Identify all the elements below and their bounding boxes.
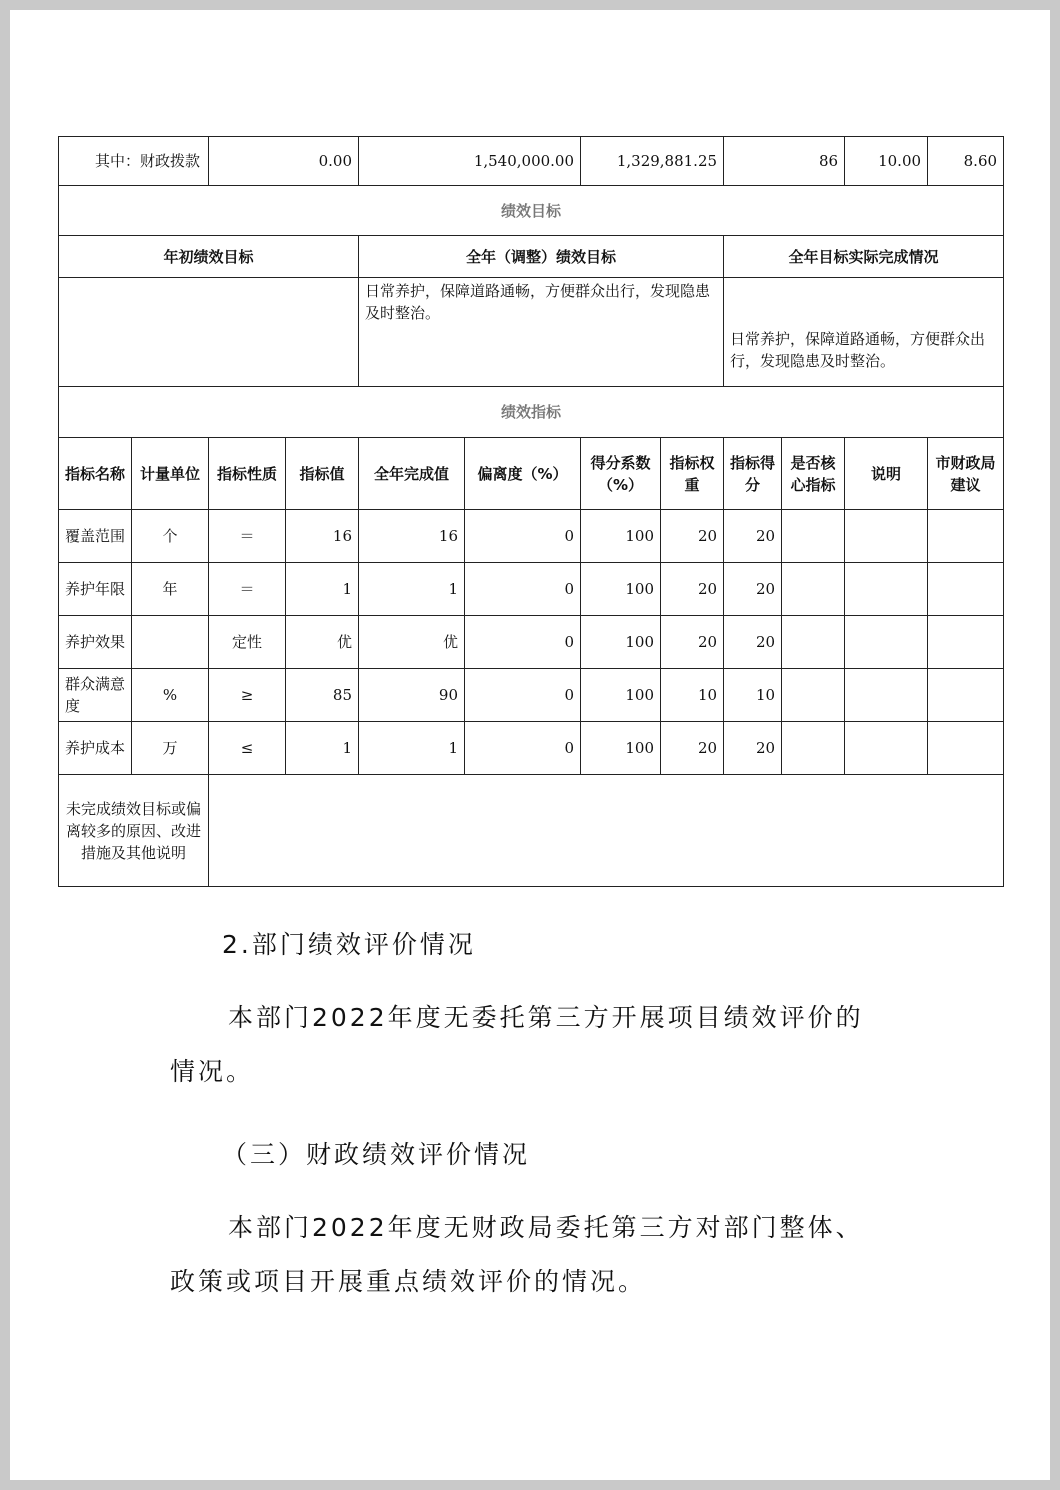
indicator-coef: 100 — [581, 563, 661, 616]
paragraph-2: 本部门2022年度无财政局委托第三方对部门整体、政策或项目开展重点绩效评价的情况。 — [170, 1213, 864, 1296]
indicator-unit: 万 — [132, 722, 209, 775]
indicator-advice — [928, 563, 1004, 616]
indicator-deviation: 0 — [465, 722, 581, 775]
header-coefficient: 得分系数（%） — [581, 438, 661, 510]
indicator-value: 1 — [286, 722, 359, 775]
header-value: 指标值 — [286, 438, 359, 510]
initial-goal-header: 年初绩效目标 — [59, 236, 359, 278]
indicator-deviation: 0 — [465, 616, 581, 669]
indicator-advice — [928, 722, 1004, 775]
header-nature: 指标性质 — [209, 438, 286, 510]
funding-row — [59, 137, 1004, 186]
header-score: 指标得分 — [724, 438, 782, 510]
indicator-core — [782, 510, 845, 563]
indicator-done: 1 — [359, 563, 465, 616]
table-row — [59, 722, 1004, 775]
indicator-unit: % — [132, 669, 209, 722]
indicator-nature: ≤ — [209, 722, 286, 775]
indicator-advice — [928, 616, 1004, 669]
indicator-weight: 20 — [661, 563, 724, 616]
header-weight: 指标权重 — [661, 438, 724, 510]
funding-label: 其中：财政拨款 — [59, 137, 209, 186]
indicator-value: 1 — [286, 563, 359, 616]
actual-goal-header: 全年目标实际完成情况 — [724, 236, 1004, 278]
indicator-value: 85 — [286, 669, 359, 722]
header-core: 是否核心指标 — [782, 438, 845, 510]
indicator-name: 养护年限 — [59, 563, 132, 616]
header-deviation: 偏离度（%） — [465, 438, 581, 510]
indicator-coef: 100 — [581, 669, 661, 722]
indicator-advice — [928, 669, 1004, 722]
indicator-done: 90 — [359, 669, 465, 722]
indicator-score: 10 — [724, 669, 782, 722]
indicator-deviation: 0 — [465, 563, 581, 616]
indicator-weight: 20 — [661, 722, 724, 775]
executed-cell: 1,329,881.25 — [581, 137, 724, 186]
indicator-weight: 10 — [661, 669, 724, 722]
indicator-score: 20 — [724, 616, 782, 669]
adjusted-goal-text: 日常养护，保障道路通畅，方便群众出行，发现隐患及时整治。 — [359, 278, 724, 387]
full-year-budget-cell: 1,540,000.00 — [359, 137, 581, 186]
score-cell: 8.60 — [928, 137, 1004, 186]
indicator-value: 16 — [286, 510, 359, 563]
actual-goal-text: 日常养护，保障道路通畅，方便群众出行，发现隐患及时整治。 — [724, 278, 1004, 387]
performance-table — [58, 136, 1004, 887]
indicator-core — [782, 669, 845, 722]
indicator-weight: 20 — [661, 616, 724, 669]
indicator-score: 20 — [724, 722, 782, 775]
indicator-header-row — [59, 438, 1004, 510]
initial-budget-cell: 0.00 — [209, 137, 359, 186]
indicator-done: 16 — [359, 510, 465, 563]
initial-goal-text — [59, 278, 359, 387]
indicator-nature: ＝ — [209, 510, 286, 563]
document-page — [10, 10, 1050, 1480]
execution-rate-cell: 86 — [724, 137, 845, 186]
indicator-note — [845, 563, 928, 616]
indicator-score: 20 — [724, 563, 782, 616]
header-unit: 计量单位 — [132, 438, 209, 510]
indicator-nature: 定性 — [209, 616, 286, 669]
indicator-note — [845, 510, 928, 563]
header-completion: 全年完成值 — [359, 438, 465, 510]
table-row — [59, 563, 1004, 616]
table-row — [59, 669, 1004, 722]
indicator-score: 20 — [724, 510, 782, 563]
header-indicator-name: 指标名称 — [59, 438, 132, 510]
header-advice: 市财政局建议 — [928, 438, 1004, 510]
indicator-note — [845, 669, 928, 722]
indicator-core — [782, 722, 845, 775]
indicator-name: 养护成本 — [59, 722, 132, 775]
indicator-unit — [132, 616, 209, 669]
indicator-coef: 100 — [581, 616, 661, 669]
indicator-nature: ≥ — [209, 669, 286, 722]
reason-row — [59, 775, 1004, 887]
indicator-weight: 20 — [661, 510, 724, 563]
weight-cell: 10.00 — [845, 137, 928, 186]
table-row — [59, 510, 1004, 563]
reason-text — [209, 775, 1004, 887]
indicator-name: 养护效果 — [59, 616, 132, 669]
indicator-core — [782, 563, 845, 616]
adjusted-goal-header: 全年（调整）绩效目标 — [359, 236, 724, 278]
indicator-note — [845, 722, 928, 775]
goals-section-title: 绩效目标 — [59, 186, 1004, 236]
indicator-note — [845, 616, 928, 669]
indicator-coef: 100 — [581, 510, 661, 563]
header-note: 说明 — [845, 438, 928, 510]
indicator-name: 覆盖范围 — [59, 510, 132, 563]
indicators-section-title: 绩效指标 — [59, 387, 1004, 438]
indicator-name: 群众满意度 — [59, 669, 132, 722]
indicator-coef: 100 — [581, 722, 661, 775]
indicator-core — [782, 616, 845, 669]
indicator-done: 优 — [359, 616, 465, 669]
reason-label: 未完成绩效目标或偏离较多的原因、改进措施及其他说明 — [59, 775, 209, 887]
section-heading-3: （三）财政绩效评价情况 — [222, 1140, 531, 1169]
indicator-value: 优 — [286, 616, 359, 669]
indicator-advice — [928, 510, 1004, 563]
indicator-deviation: 0 — [465, 510, 581, 563]
section-heading-2: 2.部门绩效评价情况 — [222, 930, 476, 959]
indicator-unit: 年 — [132, 563, 209, 616]
indicator-done: 1 — [359, 722, 465, 775]
table-row — [59, 616, 1004, 669]
indicator-deviation: 0 — [465, 669, 581, 722]
indicator-nature: ＝ — [209, 563, 286, 616]
paragraph-1: 本部门2022年度无委托第三方开展项目绩效评价的情况。 — [170, 1003, 864, 1086]
indicator-unit: 个 — [132, 510, 209, 563]
